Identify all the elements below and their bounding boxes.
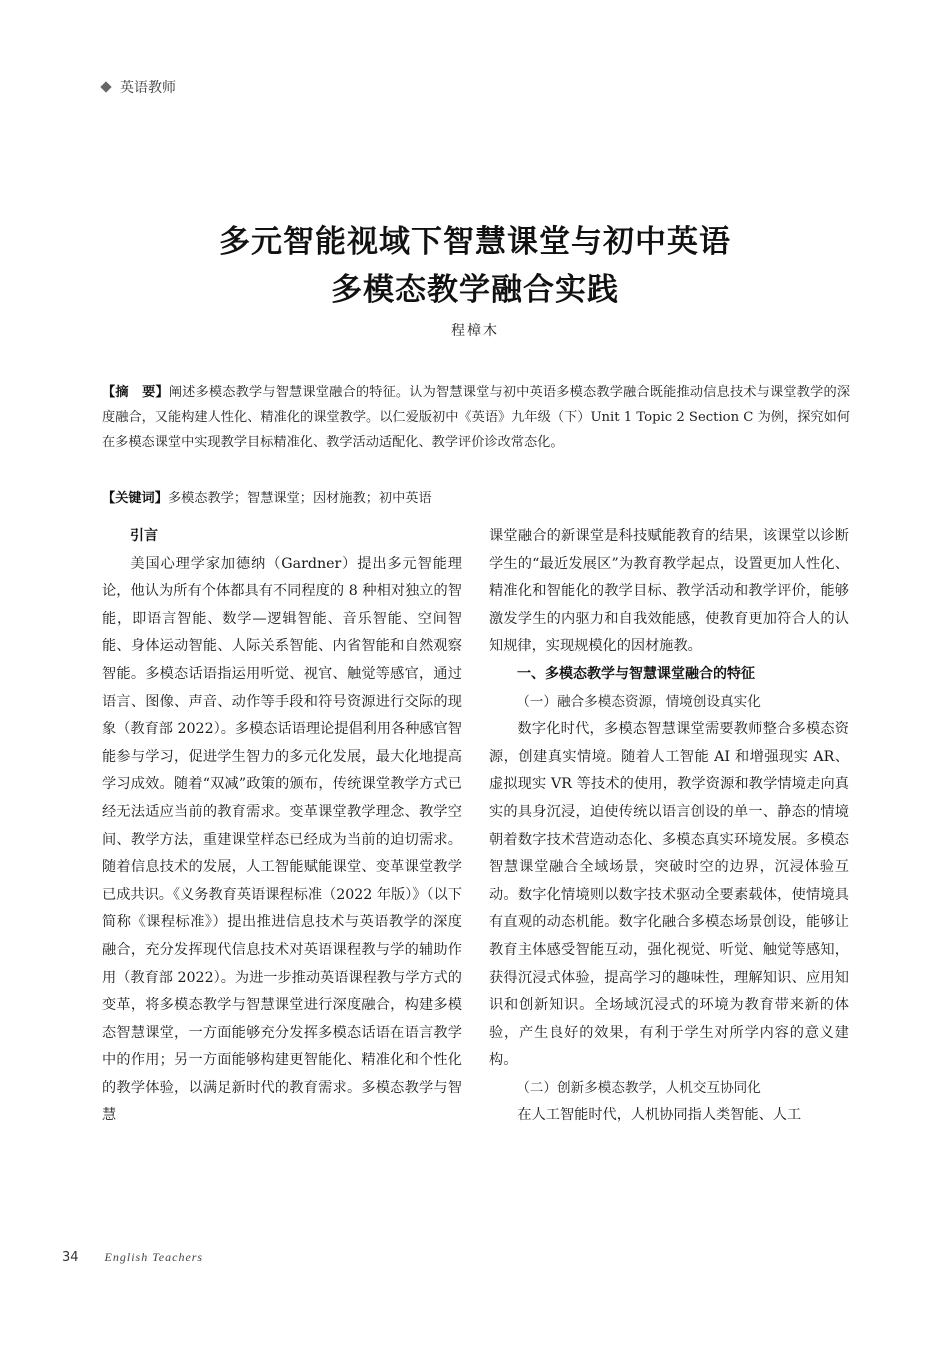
- running-header: [102, 77, 176, 97]
- subsection-heading-2: （二）创新多模态教学，人机交互协同化: [516, 1079, 761, 1096]
- abstract: [102, 380, 850, 455]
- section-heading-1: 一、多模态教学与智慧课堂融合的特征: [517, 665, 755, 682]
- intro-paragraph: 美国心理学家加德纳（Gardner）提出多元智能理论，他认为所有个体都具有不同程度的 8 种相对独立的智能，即语言智能、数学—逻辑智能、音乐智能、空间智能、身体运动智能、人际关系智能、内省智能和自然观察智能。多模态话语指运用听觉、视官、触觉等感官，通过语言、图像、声音、动作等手段和符号资源进行交际的现象（教育部 2022）。多模态话语理论提倡利用各种感官智能参与学习，促进学生智力的多元化发展，最大化地提高学习成效。随着“双减”政策的颁布，传统课堂教学方式已经无法适应当前的教育需求。变革课堂教学理念、教学空间、教学方法，重建课堂样态已经成为当前的迫切需求。随着信息技术的发展，人工智能赋能课堂、变革课堂教学已成共识。《义务教育英语课程标准（2022 年版）》（以下简称《课程标准》）提出推进信息技术与英语教学的深度融合，充分发挥现代信息技术对英语课程教与学的辅助作用（教育部 2022）。为进一步推动英语课程教与学方式的变革，将多模态教学与智慧课堂进行深度融合，构建多模态智慧课堂，一方面能够充分发挥多模态话语在语言教学中的作用；另一方面能够构建更智能化、精准化和个性化的教学体验，以满足新时代的教育需求。多模态教学与智慧: [102, 555, 462, 1124]
- right-column: [489, 523, 849, 1130]
- paragraph-3: 在人工智能时代，人机协同指人类智能、人工: [517, 1107, 802, 1124]
- intro-heading: 引言: [130, 528, 158, 544]
- left-column: [102, 523, 462, 1130]
- section-label: 英语教师: [120, 80, 176, 96]
- title-line-2: 多模态教学融合实践: [331, 272, 619, 308]
- author-name: 程樟木: [451, 323, 499, 339]
- diamond-icon: [100, 81, 111, 92]
- page-number: 34: [62, 1250, 79, 1265]
- title-line-1: 多元智能视域下智慧课堂与初中英语: [219, 224, 731, 260]
- paragraph-2: 数字化时代，多模态智慧课堂需要教师整合多模态资源，创建真实情境。随着人工智能 AI 和增强现实 AR、虚拟现实 VR 等技术的使用，教学资源和教学情境走向真实的具身沉浸，迫使传统以语言创设的单一、静态的情境朝着数字技术营造动态化、多模态真实环境发展。多模态智慧课堂融合全域场景，突破时空的边界，沉浸体验互动。数字化情境则以数字技术驱动全要素载体，使情境具有直观的动态机能。数字化融合多模态场景创设，能够让教育主体感受智能互动，强化视觉、听觉、触觉等感知，获得沉浸式体验，提高学习的趣味性，理解知识、应用知识和创新知识。全场域沉浸式的环境为教育带来新的体验，产生良好的效果，有利于学生对所学内容的意义建构。: [489, 721, 849, 1069]
- subsection-heading-1: （一）融合多模态资源，情境创设真实化: [516, 693, 761, 710]
- keywords: [102, 486, 850, 511]
- journal-name: English Teachers: [104, 1250, 204, 1264]
- page-footer: [62, 1250, 203, 1265]
- keywords-text: 多模态教学；智慧课堂；因材施教；初中英语: [167, 491, 432, 506]
- article-title: [0, 218, 950, 314]
- abstract-text: 阐述多模态教学与智慧课堂融合的特征。认为智慧课堂与初中英语多模态教学融合既能推动信息技术与课堂教学的深度融合，又能构建人性化、精准化的课堂教学。以仁爱版初中《英语》九年级（下）Unit 1 Topic 2 Section C 为例，探究如何在多模态课堂中实现教学目标精准化、教学活动适配化、教学评价诊改常态化。: [102, 385, 851, 450]
- keywords-label: 【关键词】: [102, 491, 168, 506]
- continued-paragraph: 课堂融合的新课堂是科技赋能教育的结果，该课堂以诊断学生的“最近发展区”为教育教学起点，设置更加人性化、精准化和智能化的教学目标、教学活动和教学评价，能够激发学生的内驱力和自我效能感，使教育更加符合人的认知规律，实现规模化的因材施教。: [489, 528, 849, 655]
- abstract-label: 【摘 要】: [102, 385, 169, 400]
